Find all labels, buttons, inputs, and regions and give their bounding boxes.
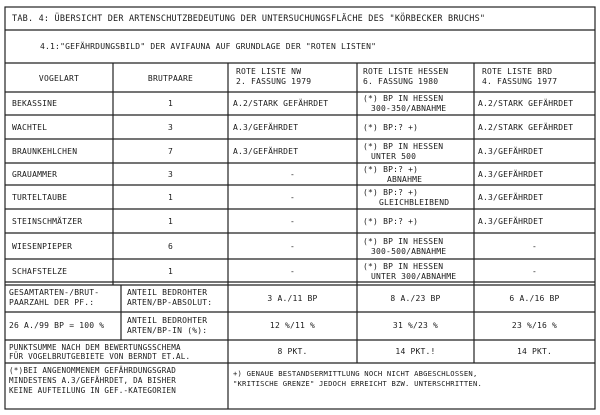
brd-status: A.2/STARK GEFÄHRDET xyxy=(478,123,574,132)
hessen-status-line2: 300-500/ABNAHME xyxy=(371,247,447,256)
nw-status: - xyxy=(289,193,296,202)
summary-punkt-line1: PUNKTSUMME NACH DEM BEWERTUNGSSCHEMA xyxy=(9,343,181,352)
nw-status: - xyxy=(289,267,296,276)
brd-status: A.3/GEFÄHRDET xyxy=(478,193,544,202)
hessen-status-line2: GLEICHBLEIBEND xyxy=(379,198,450,207)
summary-brd-points: 14 PKT. xyxy=(516,347,553,356)
summary-nw-percent: 12 %/11 % xyxy=(269,321,316,330)
species-name: BRAUNKEHLCHEN xyxy=(12,147,78,156)
summary-total: 26 A./99 BP = 100 % xyxy=(9,321,105,330)
brd-status: A.3/GEFÄHRDET xyxy=(478,147,544,156)
nw-status: A.3/GEFÄHRDET xyxy=(233,147,299,156)
summary-punkt-line2: FÜR VOGELBRUTGEBIETE VON BERNDT ET.AL. xyxy=(9,352,191,361)
footnote-plus-line2: "KRITISCHE GRENZE" JEDOCH ERREICHT BZW. UNTERSCHRITTEN. xyxy=(233,379,482,388)
header-vogelart: VOGELART xyxy=(38,74,80,83)
brd-status: - xyxy=(531,242,538,251)
summary-anteil-abs-line1: ANTEIL BEDROHTER xyxy=(127,288,208,297)
nw-status: A.2/STARK GEFÄHRDET xyxy=(233,99,329,108)
header-hessen-line2: 6. FASSUNG 1980 xyxy=(363,77,439,86)
summary-gesamt-line1: GESAMTARTEN-/BRUT- xyxy=(9,288,100,297)
footnote-star-line2: MINDESTENS A.3/GEFÄHRDET, DA BISHER xyxy=(9,376,177,385)
species-name: STEINSCHMÄTZER xyxy=(12,217,83,226)
summary-hessen-percent: 31 %/23 % xyxy=(392,321,439,330)
hessen-status-line2: UNTER 500 xyxy=(371,152,417,161)
nw-status: - xyxy=(289,217,296,226)
summary-hessen-points: 14 PKT.! xyxy=(395,347,436,356)
brutpaare-value: 1 xyxy=(167,267,174,276)
hessen-status-line1: (*) BP IN HESSEN xyxy=(363,142,444,151)
hessen-status-line1: (*) BP:? +) xyxy=(363,217,419,226)
header-hessen-line1: ROTE LISTE HESSEN xyxy=(363,67,449,76)
table-subtitle: 4.1:"GEFÄHRDUNGSBILD" DER AVIFAUNA AUF GRUNDLAGE DER "ROTEN LISTEN" xyxy=(40,42,377,51)
header-nw-line2: 2. FASSUNG 1979 xyxy=(236,77,312,86)
summary-gesamt-line2: PAARZAHL DER PF.: xyxy=(9,298,95,307)
brd-status: A.2/STARK GEFÄHRDET xyxy=(478,99,574,108)
brutpaare-value: 3 xyxy=(167,170,174,179)
species-name: SCHAFSTELZE xyxy=(12,267,68,276)
header-brd-line1: ROTE LISTE BRD xyxy=(482,67,553,76)
hessen-status-line1: (*) BP:? +) xyxy=(363,165,419,174)
hessen-status-line2: UNTER 300/ABNAHME xyxy=(371,272,457,281)
brutpaare-value: 6 xyxy=(167,242,174,251)
brd-status: - xyxy=(531,267,538,276)
species-name: WACHTEL xyxy=(12,123,48,132)
summary-anteil-pct-line1: ANTEIL BEDROHTER xyxy=(127,316,208,325)
summary-brd-absolute: 6 A./16 BP xyxy=(509,294,560,303)
nw-status: - xyxy=(289,170,296,179)
hessen-status-line2: 300-350/ABNAHME xyxy=(371,104,447,113)
footnote-star-line1: (*)BEI ANGENOMMENEM GEFÄHRDUNGSGRAD xyxy=(9,366,177,375)
species-name: TURTELTAUBE xyxy=(12,193,68,202)
footnote-plus-line1: +) GENAUE BESTANDSERMITTLUNG NOCH NICHT ABGESCHLOSSEN, xyxy=(233,369,478,378)
brutpaare-value: 1 xyxy=(167,217,174,226)
hessen-status-line1: (*) BP:? +) xyxy=(363,188,419,197)
header-brutpaare: BRUTPAARE xyxy=(147,74,194,83)
summary-anteil-pct-line2: ARTEN/BP-IN (%): xyxy=(127,326,208,335)
species-name: GRAUAMMER xyxy=(12,170,58,179)
summary-nw-absolute: 3 A./11 BP xyxy=(267,294,318,303)
hessen-status-line1: (*) BP IN HESSEN xyxy=(363,237,444,246)
brutpaare-value: 7 xyxy=(167,147,174,156)
nw-status: - xyxy=(289,242,296,251)
brd-status: A.3/GEFÄHRDET xyxy=(478,170,544,179)
summary-anteil-abs-line2: ARTEN/BP-ABSOLUT: xyxy=(127,298,213,307)
hessen-status-line1: (*) BP IN HESSEN xyxy=(363,262,444,271)
brd-status: A.3/GEFÄHRDET xyxy=(478,217,544,226)
footnote-star-line3: KEINE AUFTEILUNG IN GEF.-KATEGORIEN xyxy=(9,386,177,395)
brutpaare-value: 3 xyxy=(167,123,174,132)
summary-brd-percent: 23 %/16 % xyxy=(511,321,558,330)
hessen-status-line1: (*) BP:? +) xyxy=(363,123,419,132)
species-name: BEKASSINE xyxy=(12,99,58,108)
hessen-status-line1: (*) BP IN HESSEN xyxy=(363,94,444,103)
brutpaare-value: 1 xyxy=(167,99,174,108)
species-name: WIESENPIEPER xyxy=(12,242,73,251)
summary-nw-points: 8 PKT. xyxy=(277,347,308,356)
header-brd-line2: 4. FASSUNG 1977 xyxy=(482,77,558,86)
summary-hessen-absolute: 8 A./23 BP xyxy=(390,294,441,303)
header-nw-line1: ROTE LISTE NW xyxy=(236,67,302,76)
brutpaare-value: 1 xyxy=(167,193,174,202)
hessen-status-line2: ABNAHME xyxy=(387,175,423,184)
nw-status: A.3/GEFÄHRDET xyxy=(233,123,299,132)
table-title: TAB. 4: ÜBERSICHT DER ARTENSCHUTZBEDEUTUNG DER UNTERSUCHUNGSFLÄCHE DES "KÖRBECKER BRUCHS" xyxy=(12,14,486,24)
